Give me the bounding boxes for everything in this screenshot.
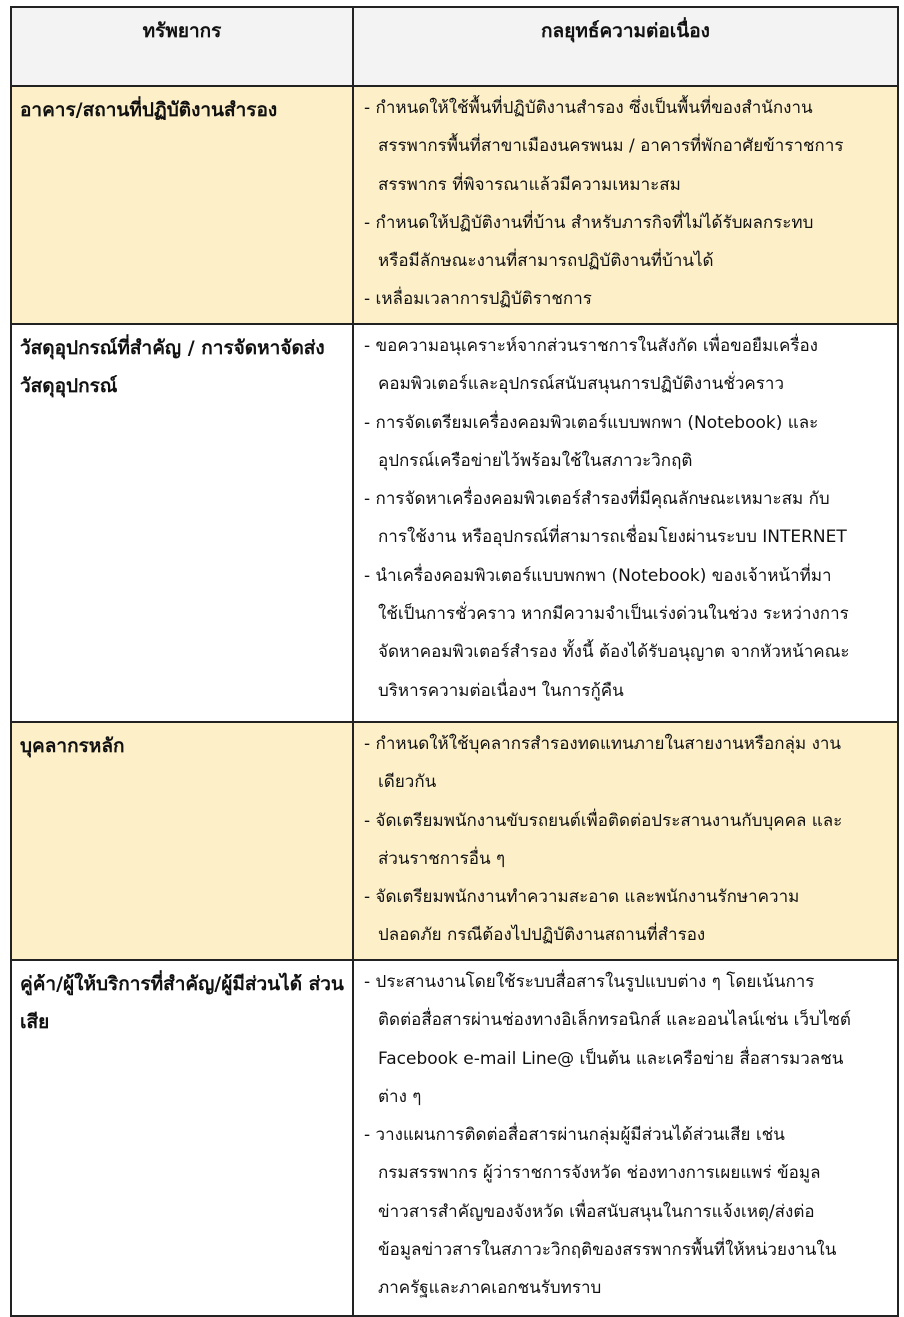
strategy-line: ต่าง ๆ (378, 1086, 422, 1107)
strategy-line: การใช้งาน หรืออุปกรณ์ที่สามารถเชื่อมโยงผ่านระบบ INTERNET (378, 527, 847, 548)
resource-cell: บุคลากรหลัก (11, 722, 353, 960)
header-strategy: กลยุทธ์ความต่อเนื่อง (353, 7, 898, 86)
strategy-line: - กำหนดให้ใช้พื้นที่ปฏิบัติงานสำรอง ซึ่งเป็นพื้นที่ของสำนักงาน (364, 98, 813, 118)
table-row (11, 960, 898, 1316)
strategy-line: อุปกรณ์เครือข่ายไว้พร้อมใช้ในสภาวะวิกฤติ (378, 450, 693, 471)
strategy-line: - จัดเตรียมพนักงานขับรถยนต์เพื่อติดต่อประสานงานกับบุคคล และ (364, 810, 843, 831)
strategy-line: สรรพากรพื้นที่สาขาเมืองนครพนม / อาคารที่พักอาศัยข้าราชการ (378, 136, 844, 157)
strategy-cell (353, 960, 898, 1316)
strategy-line: ติดต่อสื่อสารผ่านช่องทางอิเล็กทรอนิกส์ และออนไลน์เช่น เว็บไซต์ (378, 1010, 851, 1031)
strategy-line: เดียวกัน (378, 772, 437, 793)
strategy-line: จัดหาคอมพิวเตอร์สำรอง ทั้งนี้ ต้องได้รับอนุญาต จากหัวหน้าคณะ (378, 642, 850, 663)
strategy-line: กรมสรรพากร ผู้ว่าราชการจังหวัด ช่องทางการเผยแพร่ ข้อมูล (378, 1163, 821, 1184)
strategy-line: - กำหนดให้ปฏิบัติงานที่บ้าน สำหรับภารกิจที่ไม่ได้รับผลกระทบ (364, 212, 814, 233)
strategy-line: - ประสานงานโดยใช้ระบบสื่อสารในรูปแบบต่าง ๆ โดยเน้นการ (364, 972, 815, 992)
resource-cell: คู่ค้า/ผู้ให้บริการที่สำคัญ/ผู้มีส่วนได้ ส่วนเสีย (11, 960, 353, 1316)
resource-cell: อาคาร/สถานที่ปฏิบัติงานสำรอง (11, 86, 353, 324)
strategy-cell (353, 324, 898, 722)
strategy-line: - ขอความอนุเคราะห์จากส่วนราชการในสังกัด เพื่อขอยืมเครื่อง (364, 336, 818, 356)
strategy-line: ส่วนราชการอื่น ๆ (378, 848, 506, 869)
strategy-line: - วางแผนการติดต่อสื่อสารผ่านกลุ่มผู้มีส่วนได้ส่วนเสีย เช่น (364, 1125, 785, 1146)
strategy-line: - เหลื่อมเวลาการปฏิบัติราชการ (364, 289, 592, 310)
strategy-line: สรรพากร ที่พิจารณาแล้วมีความเหมาะสม (378, 174, 681, 195)
resource-cell: วัสดุอุปกรณ์ที่สำคัญ / การจัดหาจัดส่ง วัสดุอุปกรณ์ (11, 324, 353, 722)
strategy-cell (353, 722, 898, 960)
strategy-line: Facebook e-mail Line@ เป็นต้น และเครือข่าย สื่อสารมวลชน (378, 1048, 844, 1069)
strategy-line: ภาครัฐและภาคเอกชนรับทราบ (378, 1278, 602, 1299)
strategy-line: - นำเครื่องคอมพิวเตอร์แบบพกพา (Notebook) ของเจ้าหน้าที่มา (364, 565, 832, 586)
strategy-line: ข้อมูลข่าวสารในสภาวะวิกฤติของสรรพากรพื้นที่ให้หน่วยงานใน (378, 1240, 837, 1261)
table-row (11, 86, 898, 324)
strategy-line: - การจัดเตรียมเครื่องคอมพิวเตอร์แบบพกพา (Notebook) และ (364, 412, 819, 433)
strategy-line: - กำหนดให้ใช้บุคลากรสำรองทดแทนภายในสายงานหรือกลุ่ม งาน (364, 734, 842, 754)
header-resource: ทรัพยากร (11, 7, 353, 86)
table-row (11, 722, 898, 960)
strategy-line: ใช้เป็นการชั่วคราว หากมีความจำเป็นเร่งด่วนในช่วง ระหว่างการ (378, 604, 849, 625)
table-header-row (11, 7, 898, 86)
strategy-line: บริหารความต่อเนื่องฯ ในการกู้คืน (378, 680, 624, 701)
strategy-line: ปลอดภัย กรณีต้องไปปฏิบัติงานสถานที่สำรอง (378, 925, 706, 946)
table-row (11, 324, 898, 722)
strategy-line: ข่าวสารสำคัญของจังหวัด เพื่อสนับสนุนในการแจ้งเหตุ/ส่งต่อ (378, 1201, 815, 1222)
strategy-line: - จัดเตรียมพนักงานทำความสะอาด และพนักงานรักษาความ (364, 887, 800, 908)
strategy-line: หรือมีลักษณะงานที่สามารถปฏิบัติงานที่บ้านได้ (378, 251, 714, 272)
strategy-line: - การจัดหาเครื่องคอมพิวเตอร์สำรองที่มีคุณลักษณะเหมาะสม กับ (364, 489, 830, 510)
strategy-cell (353, 86, 898, 324)
continuity-strategy-table (10, 6, 899, 1317)
strategy-line: คอมพิวเตอร์และอุปกรณ์สนับสนุนการปฏิบัติงานชั่วคราว (378, 374, 784, 395)
